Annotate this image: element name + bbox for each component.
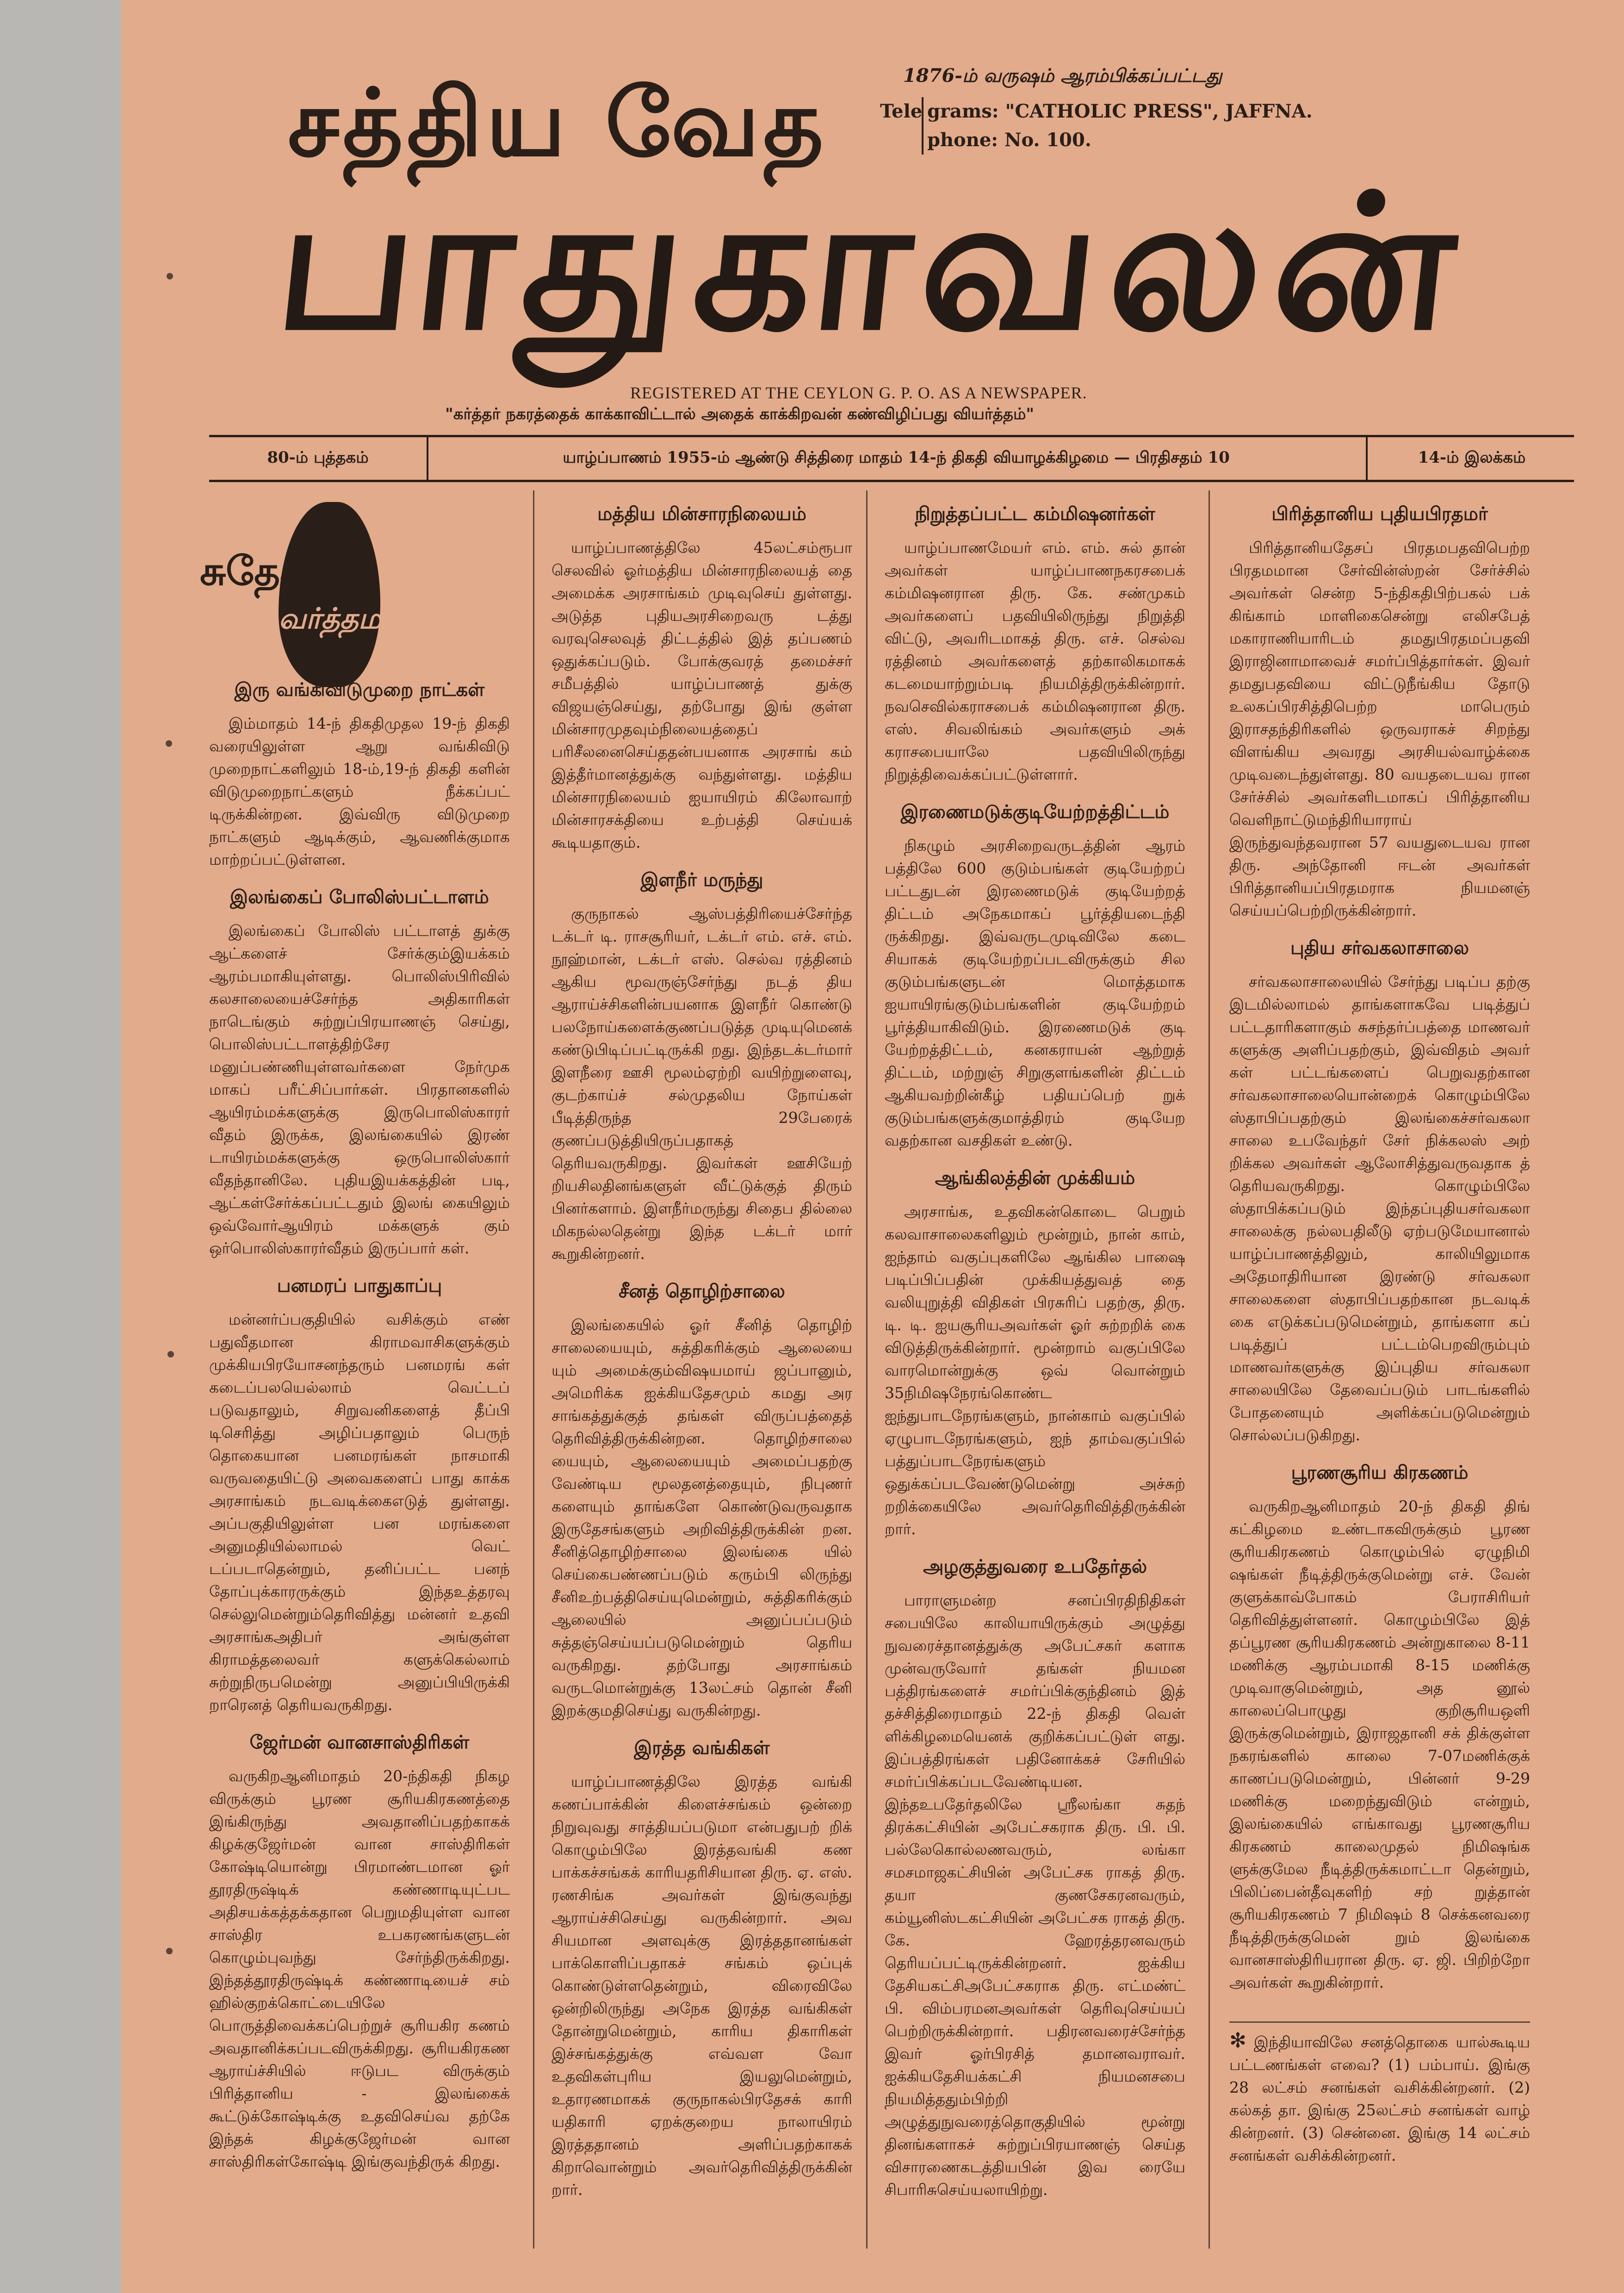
article-headline: பூரணசூரிய கிரகணம் bbox=[1291, 1462, 1469, 1483]
established-line: 1876-ம் வருஷம் ஆரம்பிக்கப்பட்டது bbox=[903, 65, 1222, 87]
article-body: மன்னர்ப்பகுதியில் வசிக்கும் எண் பதுவீதமான கிராமவாசிகளுக்கும் முக்கியபிரயோசனந்தரும் பனமரங் கள் கடைப்பலயெல்லாம் வெட்டப் படுவதாலும், சிறுவனிகளைத் தீப்பி டிசெரித்து அழிப்பதாலும் பெருந் தொகையான பனமரங்கள் நாசமாகி வருவதையிட்டு அவைகளைப் பாது காக்க அரசாங்கம் நடவடிக்கைஎடுத் துள்ளது. அப்பகுதியிலுள்ள பன மரங்களை அனுமதியில்லாமல் வெட் டப்படாதென்றும், தனிப்பட்ட பனந் தோப்புக்காரருக்கும் இந்தஉத்தரவு செல்லுமென்றும்தெரிவித்து மன்னர் உதவி அரசாங்கஅதிபர் அங்குள்ள கிராமத்தலைவர் களுக்கெல்லாம் சுற்றுநிருபமென்று அனுப்பியிருக்கி றாரெனத் தெரியவருகிறது. bbox=[209, 1310, 510, 1714]
article-headline: சீனத் தொழிற்சாலை bbox=[619, 1281, 785, 1302]
article bbox=[1229, 1462, 1530, 1994]
date-bar bbox=[209, 435, 1574, 482]
article bbox=[552, 1737, 852, 2201]
article-headline: ஆங்கிலத்தின் முக்கியம் bbox=[935, 1167, 1135, 1189]
article-headline: இரத்த வங்கிகள் bbox=[634, 1737, 770, 1759]
article-body: அரசாங்க, உதவிகன்கொடை பெறும் கலவாசாலைகளிலும் மூன்றும், நான் காம், ஐந்தாம் வகுப்புகளிலே ஆங்கில பாஷை படிப்பிப்பதின் முக்கியத்துவத் தை வலியுறுத்தி விதிகள் பிரசுரிப் பதற்கு, திரு. டி. டி. ஐயசூரியஅவர்கள் ஓர் சுற்றறிக் கை விடுத்திருக்கின்றார். மூன்றாம் வகுப்பிலே வாரமொன்றுக்கு ஒவ் வொன்றும் 35நிமிஷநேரங்கொண்ட ஐந்துபாடநேரங்களும், நான்காம் வகுப்பில் ஏழுபாடநேரங்களும், ஐந் தாம்வகுப்பில் பத்துப்பாடநேரங்களும் ஒதுக்கப்படவேண்டுமென்று அச்சுற் றறிக்கையிலே அவர்தெரிவித்திருக்கின் றார். bbox=[885, 1202, 1185, 1538]
article-body: பிரித்தானியதேசப் பிரதமபதவிபெற்ற பிரதமமான சேர்வின்ஸ்றன் சேர்ச்சில் அவர்கள் சென்ற 5-ந்திகதிபிற்பகல் பக் கிங்காம் மாளிகைசென்று எலிசபேத் மகாராணியாரிடம் தமதுபிரதமப்பதவி இராஜினாமாவைச் சமர்ப்பித்தார்கள். இவர் தமதுபதவியை விட்டுநீங்கிய தோடு உலகப்பிரசித்திபெற்ற மாபெரும் இராசதந்திரிகளில் ஒருவராகச் சிறந்து விளங்கிய அவரது அரசியல்வாழ்க்கை முடிவடைந்துள்ளது. 80 வயதடையவ ரான சேர்ச்சில் அவர்களிடமாகப் பிரித்தானிய வெளிநாட்டுமந்திரியாராய் இருந்துவந்தவரான 57 வயதுடையவ ரான திரு. அந்தோனி ஈடன் அவர்கள் பிரித்தானியப்பிரதமராக நியமனஞ் செய்யப்பெற்றிருக்கின்றார். bbox=[1229, 539, 1530, 919]
article bbox=[885, 801, 1185, 1152]
page-spot bbox=[166, 1948, 173, 1954]
article-headline: இரணைமடுக்குடியேற்றத்திட்டம் bbox=[900, 801, 1170, 823]
column-4 bbox=[1229, 500, 1530, 2167]
article-body: வருகிறஆனிமாதம் 20-ந்திகதி நிகழ விருக்கும் பூரண சூரியகிரகணத்தை இங்கிருந்து அவதானிப்பதற்காகக் கிழக்குஜேர்மன் வான சாஸ்திரிகள் கோஷ்டியொன்று பிரமாண்டமான ஓர் தூரதிருஷ்டிக் கண்ணாடியுட்பட அதிசயக்கத்தக்கதான பெறுமதியுள்ள வான சாஸ்திர உபகரணங்களுடன் கொழும்புவந்து சேர்ந்திருக்கிறது. இந்தத்தூரதிருஷ்டிக் கண்ணாடியைச் சம் ஹில்குறக்கொட்டையிலே பொருத்திவைக்கப்பெற்றுச் சூரியகிர கணம் அவதானிக்கப்படவிருக்கிறது. சூரியகிரகண ஆராய்ச்சியில் ஈடுபட விருக்கும் பிரித்தானிய - இலங்கைக் கூட்டுக்கோஷ்டிக்கு உதவிசெய்வ தற்கே இந்தக் கிழக்குஜேர்மன் வான சாஸ்திரிகள்கோஷ்டி இங்குவந்திருக் கிறது. bbox=[209, 1767, 510, 2170]
article bbox=[209, 886, 510, 1259]
article-headline: பனமரப் பாதுகாப்பு bbox=[277, 1275, 442, 1296]
masthead-title-top: சத்திய வேத bbox=[288, 69, 827, 177]
logo-word-news: வர்த்தமானம் bbox=[279, 601, 447, 635]
article-headline: நிறுத்தப்பட்ட கம்மிஷனர்கள் bbox=[915, 503, 1155, 525]
page-spot bbox=[166, 740, 172, 747]
article bbox=[885, 503, 1185, 786]
article bbox=[209, 1732, 510, 2173]
article-body: வருகிறஆனிமாதம் 20-ந் திகதி திங் கட்கிழமை உண்டாகவிருக்கும் பூரண சூரியகிரகணம் கொழும்பில் ஏழுநிமி ஷங்கள் நீடித்திருக்குமென்று எச். வேன் குளுக்காவ்போகம் பேராசிரியர் தெரிவித்துள்ளனர். கொழும்பிலே இத் தப்பூரண சூரியகிரகணம் அன்றுகாலை 8-11 மணிக்கு ஆரம்பமாகி 8-15 மணிக்கு முடிவாகுமென்றும், அத னூல் காலைப்பொழுது குறிசூரியஒளி இருக்குமென்றும், இராஜதானி சக் திக்குள்ள நகரங்களில் காலை 7-07மணிக்குக் காணப்படுமென்றும், பின்னர் 9-29 மணிக்கு மறைந்துவிடும் என்றும், இலங்கையில் எங்காவது பூரணசூரிய கிரகணம் காலைமுதல் நிமிஷங்க ளுக்குமேல நீடித்திருக்கமாட்டா தென்றும், பிலிப்பைன்தீவுகளிற் சற் றுத்தான் சூரியகிரகணம் 7 நிமிஷம் 8 செக்கனவரை நீடித்திருக்குமென் றும் இலங்கை வானசாஸ்திரியரான திரு. ஏ. ஜி. பிறிற்றோ அவர்கள் கூறுகின்றார். bbox=[1229, 1497, 1530, 1991]
article-headline: பிரித்தானிய புதியபிரதமர் bbox=[1271, 503, 1488, 525]
dateline: யாழ்ப்பாணம் 1955-ம் ஆண்டு சித்திரை மாதம் 14-ந் திகதி வியாழக்கிழமை — பிரதிசதம் 10 bbox=[563, 448, 1230, 467]
logo-word-local: சுதேச bbox=[200, 548, 302, 595]
article-headline: ஜேர்மன் வானசாஸ்திரிகள் bbox=[249, 1732, 470, 1753]
contact-block bbox=[880, 97, 1313, 155]
column-1 bbox=[209, 676, 510, 2188]
article-body: நிகழும் அரசிறைவருடத்தின் ஆரம் பத்திலே 600 குடும்பங்கள் குடியேற்றப் பட்டதுடன் இரணைமடுக் குடியேற்றத் திட்டம் அநேகமாகப் பூர்த்தியடைந்தி ருக்கிறது. இவ்வருடமுடிவிலே கடை சியாகக் குடியேற்றப்படவிருக்கும் சில குடும்பங்களுடன் மொத்தமாக ஐயாயிரங்குடும்பங்களின் குடியேற்றம் பூர்த்தியாகிவிடும். இரணைமடுக் குடி யேற்றத்திட்டம், கனகராயன் ஆற்றுத் திட்டம், மற்றுஞ் சிறுகுளங்களின் திட்டம் ஆகியவற்றின்கீழ் பதியப்பெற் றுக் குடும்பங்களுக்குமாத்திரம் குடியேற வதற்கான வசதிகள் உண்டு. bbox=[885, 837, 1185, 1149]
section-logo bbox=[200, 502, 447, 687]
article-headline: இரு வங்கிவிடுமுறை நாட்கள் bbox=[234, 679, 485, 700]
trivia-text bbox=[1229, 2029, 1530, 2167]
article-headline: அழகுத்துவரை உபதேர்தல் bbox=[923, 1556, 1147, 1577]
article-body: யாழ்ப்பாணமேயர் எம். எம். சுல் தான் அவர்கள் யாழ்ப்பாணநகரசபைக் கம்மிஷனரான திரு. கே. சண்முகம் அவர்களைப் பதவியிலிருந்து நிறுத்தி விட்டு, அவரிடமாகத் திரு. எச். செல்வ ரத்தினம் அவர்களைத் தற்காலிகமாகக் கடமையாற்றும்படி நியமித்திருக்கின்றார். நவசெவில்கராசபைக் கம்மிஷனரான திரு. எஸ். சிவலிங்கம் அவர்களும் அக் கராசபையாலே பதவியிலிருந்து நிறுத்திவைக்கப்பட்டுள்ளார். bbox=[885, 539, 1185, 783]
article-body: யாழ்ப்பாணத்திலே 45லட்சம்ரூபா செலவில் ஓர்மத்திய மின்சாரநிலையத் தை அமைக்க அரசாங்கம் முடிவுசெய் துள்ளது. அடுத்த புதியஅரசிறைவரு டத்து வரவுசெலவுத் திட்டத்தில் இத் தப்பணம் ஒதுக்கப்படும். போக்குவரத் தமைச்சர் சமீபத்தில் யாழ்ப்பாணத் துக்கு விஜயஞ்செய்து, தற்போது இங் குள்ள மின்சாரமுதவும்நிலையத்தைப் பரிசீலனைசெய்ததன்பயனாக அரசாங் கம் இத்தீர்மானத்துக்கு வந்துள்ளது. மத்திய மின்சாரநிலையம் ஐயாயிரம் கிலோவாற் மின்சாரசக்தியை உற்பத்தி செய்யக் கூடியதாகும். bbox=[552, 539, 852, 851]
article bbox=[552, 869, 852, 1265]
article bbox=[1229, 503, 1530, 922]
article bbox=[885, 1556, 1185, 2201]
issue-number: 14-ம் இலக்கம் bbox=[1366, 437, 1576, 480]
telegrams-line: grams: "CATHOLIC PRESS", JAFFNA. bbox=[922, 97, 1313, 126]
masthead-title-main: பாதுகாவலன் bbox=[267, 156, 1477, 371]
article-headline: மத்திய மின்சாரநிலையம் bbox=[597, 503, 806, 525]
article-headline: இலங்கைப் போலிஸ்பட்டாளம் bbox=[230, 886, 489, 908]
article-body: இலங்கைப் போலிஸ் பட்டாளத் துக்கு ஆட்களைச் சேர்க்கும்இயக்கம் ஆரம்பமாகியுள்ளது. பொலிஸ்பிரிவில் கலசாலையைச்சேர்ந்த அதிகாரிகள் நாடெங்கும் சுற்றுப்பிரயாணஞ் செய்து, பொலிஸ்பட்டாளத்திற்சேர மனுப்பண்ணியுள்ளவர்களை நேர்முக மாகப் பரீட்சிப்பார்கள். பிரதானகளில் ஆயிரம்மக்களுக்கு இருபொலிஸ்காரர் வீதம் இருக்க, இலங்கையில் இரண் டாயிரம்மக்களுக்கு ஒருபொலிஸ்கார் வீதந்தானிலே. புதியஇயக்கத்தின் படி, ஆட்கள்சேர்க்கப்பட்டதும் இலங் கையிலும் ஒவ்வோர்ஆயிரம் மக்களுக் கும் ஒர்பொலிஸ்காரர்வீதம் இருப்பார் கள். bbox=[209, 922, 510, 1257]
tele-prefix: Tele bbox=[880, 100, 923, 122]
article bbox=[209, 679, 510, 871]
column-divider bbox=[533, 490, 534, 2249]
registration-notice: REGISTERED AT THE CEYLON G. P. O. AS A NEWSPAPER. bbox=[630, 384, 1087, 402]
article-headline: புதிய சர்வகலாசாலை bbox=[1290, 937, 1469, 959]
page-spot bbox=[167, 273, 173, 279]
article bbox=[552, 1281, 852, 1722]
volume-number: 80-ம் புத்தகம் bbox=[209, 437, 428, 480]
article-body: இம்மாதம் 14-ந் திகதிமுதல 19-ந் திகதி வரையிலுள்ள ஆறு வங்கிவிடு முறைநாட்களிலும் 18-ம்,19-ந் திகதி களின் விடுமுறைநாட்களும் நீக்கப்பட் டிருக்கின்றன. இவ்விரு விடுமுறை நாட்களும் ஆடிக்கும், ஆவணிக்குமாக மாற்றப்பட்டுள்ளன. bbox=[209, 714, 510, 868]
trivia-box bbox=[1229, 2021, 1530, 2167]
column-divider bbox=[866, 490, 868, 2249]
motto: "கர்த்தர் நகரத்தைக் காக்காவிட்டால் அதைக் காக்கிறவன் கண்விழிப்பது வியர்த்தம்" bbox=[445, 405, 1035, 423]
article bbox=[1229, 937, 1530, 1446]
column-2 bbox=[552, 500, 852, 2217]
article-body: குருநாகல் ஆஸ்பத்திரியைச்சேர்ந்த டக்டர் டி. ராசசூரியர், டக்டர் எம். எச். எம். நூஹ்மான், டக்டர் எஸ். செல்வ ரத்தினம் ஆகிய மூவருஞ்சேர்ந்து நடத் திய ஆராய்ச்சிகளின்பயனாக இளநீர் கொண்டு பலநோய்களைக்குணப்படுத்த முடியுமெனக் கண்டுபிடிப்பட்டிருக்கி றது. இந்தடக்டர்மார் இளநீரை ஊசி மூலம்ஏற்றி வயிற்றுளைவு, குடற்காய்ச் சல்முதலிய நோய்கள் பீடித்திருந்த 29பேரைக் குணப்படுத்தியிருப்பதாகத் தெரியவருகிறது. இவர்கள் ஊசியேற் றியசிலதினங்களுள் வீட்டுக்குத் திரும் பினர்களாம். இளநீர்மருந்து சிதைப தில்லை மிகநல்லதென்று இந்த டக்டர் மார் கூறுகின்றனர். bbox=[552, 905, 852, 1263]
article-body: பாராளுமன்ற சனப்பிரதிநிதிகள் சபையிலே காலியாயிருக்கும் அழுத்து நுவரைச்தானத்துக்கு அபேட்சகர் களாக முன்வருவோர் தங்கள் நியமன பத்திரங்களைச் சமர்ப்பிக்குந்தினம் இத் தச்சித்திரைமாதம் 22-ந் திகதி வெள் ளிக்கிழமையெனக் குறிக்கப்பட்டுள் ளது. இப்பத்திரங்கள் பதினோக்கச் சேரியில் சமர்ப்பிக்கப்படவேண்டியன. இந்தஉபதேர்தலிலே ஸ்ரீலங்கா சுதந் திரக்கட்சியின் அபேட்சகராக திரு. பி. பி. பல்லேகொல்லணவரும், லங்கா சமசமாஜகட்சியின் அபேட்சக ராகத் திரு. தயா குணசேகரனவரும், கம்யூனிஸ்டகட்சியின் அபேட்சக ராகத் திரு. கே. ஹேரத்தரனவரும் தெரியப்பட்டிருக்கின்றனர். ஐக்கிய தேசியகட்சிஅபேட்சகராக திரு. எட்மண்ட் பி. விம்பரமனஅவர்கள் தெரிவுசெய்யப் பெற்றிருக்கின்றார். பதிரனவரைச்சேர்ந்த இவர் ஓர்பிரசித் தமானவராவர். ஐக்கியதேசியக்கட்சி நியமனசபை நியமித்ததும்பிற்றி அழுத்துநுவரைத்தொகுதியில் மூன்று தினங்களாகச் சுற்றுப்பிரயாணஞ் செய்த விசாரணைகடத்தியபின் இவ ரையே சிபாரிசுசெய்யலாயிற்று. bbox=[885, 1591, 1185, 2199]
article-body: இலங்கையில் ஓர் சீனித் தொழிற் சாலையையும், சுத்திகரிக்கும் ஆலையை யும் அமைக்கும்விஷயமாய் ஜப்பானும், அமெரிக்க ஐக்கியதேசமும் கமது அர சாங்கத்துக்குத் தங்கள் விருப்பத்தைத் தெரிவித்திருக்கின்றன. தொழிற்சாலை யையும், ஆலையையும் அமைப்பதற்கு வேண்டிய மூலதனத்தையும், நிபுணர் களையும் தாங்களே கொண்டுவருவதாக இருதேசங்களும் அறிவித்திருக்கின் றன. சீனித்தொழிற்சாலை இலங்கை யில் செய்கைபண்ணப்படும் கரும்பி லிருந்து சீனிஉற்பத்திசெய்யுமென்றும், சுத்திகரிக்கும் ஆலையில் அனுப்பப்படும் சுத்தஞ்செய்யப்படுமென்றும் தெரிய வருகிறது. தற்போது அரசாங்கம் வருடமொன்றுக்கு 13லட்சம் தொன் சீனி இறக்குமதிசெய்து வருகின்றது. bbox=[552, 1316, 852, 1719]
article-body: யாழ்ப்பாணத்திலே இரத்த வங்கி கணப்பாக்கின் கிளைச்சங்கம் ஒன்றை நிறுவுவது சாத்தியப்படுமா என்பதுபற் றிக் கொழும்பிலே இரத்தவங்கி கண பாக்கச்சங்கக் காரியதரிசியான திரு. ஏ. எஸ். ரணசிங்க அவர்கள் இங்குவந்து ஆராய்ச்சிசெய்து வருகின்றார். அவ சியமான அளவுக்கு இரத்ததானங்கள் பாக்கொளிப்பதாகச் சங்கம் ஒப்புக் கொண்டுள்ளதென்றும், விரைவிலே ஒன்றிலிருந்து அநேக இரத்த வங்கிகள் தோன்றுமென்றும், காரிய திகாரிகள் இச்சங்கத்துக்கு எவ்வள வோ உதவிகள்புரிய இயலுமென்றும், உதாரணமாகக் குருநாகல்பிரதேசக் காரி யதிகாரி ஏறக்குறைய நாலாயிரம் இரத்ததானம் அளிப்பதற்காகக் கிறாவொன்றும் அவர்தெரிவித்திருக்கின் றார். bbox=[552, 1772, 852, 2199]
telephone-line: phone: No. 100. bbox=[922, 126, 1091, 155]
trivia-body: இந்தியாவிலே சனத்தொகை யால்கூடிய பட்டணங்கள் எவை? (1) பம்பாய். இங்கு 28 லட்சம் சனங்கள் வசிக்கின்றனர். (2) கல்கத் தா. இங்கு 25லட்சம் சனங்கள் வாழ் கின்றனர். (3) சென்னை. இங்கு 14 லட்சம் சனங்கள் வசிக்கின்றனர். bbox=[1229, 2033, 1530, 2164]
article bbox=[885, 1167, 1185, 1540]
page-spot bbox=[167, 1351, 174, 1357]
article-body: சர்வகலாசாலையில் சேர்ந்து படிப்ப தற்கு இடமில்லாமல் தாங்களாகவே படித்துப் பட்டதாரிகளாகும் சுசந்தர்ப்பத்தை மாணவர் களுக்கு அளிப்பதற்கும், இவ்விதம் அவர் கள் பட்டங்களைப் பெறுவதற்கான சர்வகலாசாலையொன்றைக் கொழும்பிலே ஸ்தாபிப்பதற்கும் இலங்கைச்சர்வகலா சாலை உபவேந்தர் சேர் நிக்கலஸ் அற் றிக்கல அவர்கள் ஆலோசித்துவருவதாக த் தெரியவருகிறது. கொழும்பிலே ஸ்தாபிக்கப்படும் இந்தப்புதியசர்வகலா சாலைக்கு நல்லபதிலீடு ஏற்படுமேயானால் யாழ்ப்பாணத்திலும், காலியிலுமாக அதேமாதிரியான இரண்டு சர்வகலா சாலைகளை ஸ்தாபிப்பதற்கான நடவடிக் கை எடுக்கப்படுமென்றும், தாங்களா கப் படித்துப் பட்டம்பெறவிரும்பும் மாணவர்களுக்கு இப்புதிய சர்வகலா சாலையிலே தேவைப்படும் பாடங்களில் போதனையும் அளிக்கப்படுமென்றும் சொல்லப்படுகிறது. bbox=[1229, 973, 1530, 1444]
column-divider bbox=[1209, 490, 1210, 2249]
article-headline: இளநீர் மருந்து bbox=[640, 869, 763, 891]
article bbox=[552, 503, 852, 854]
column-3 bbox=[885, 500, 1185, 2217]
newspaper-page bbox=[121, 0, 1624, 2293]
asterisk-icon: ✻ bbox=[1229, 2029, 1246, 2052]
article bbox=[209, 1275, 510, 1716]
